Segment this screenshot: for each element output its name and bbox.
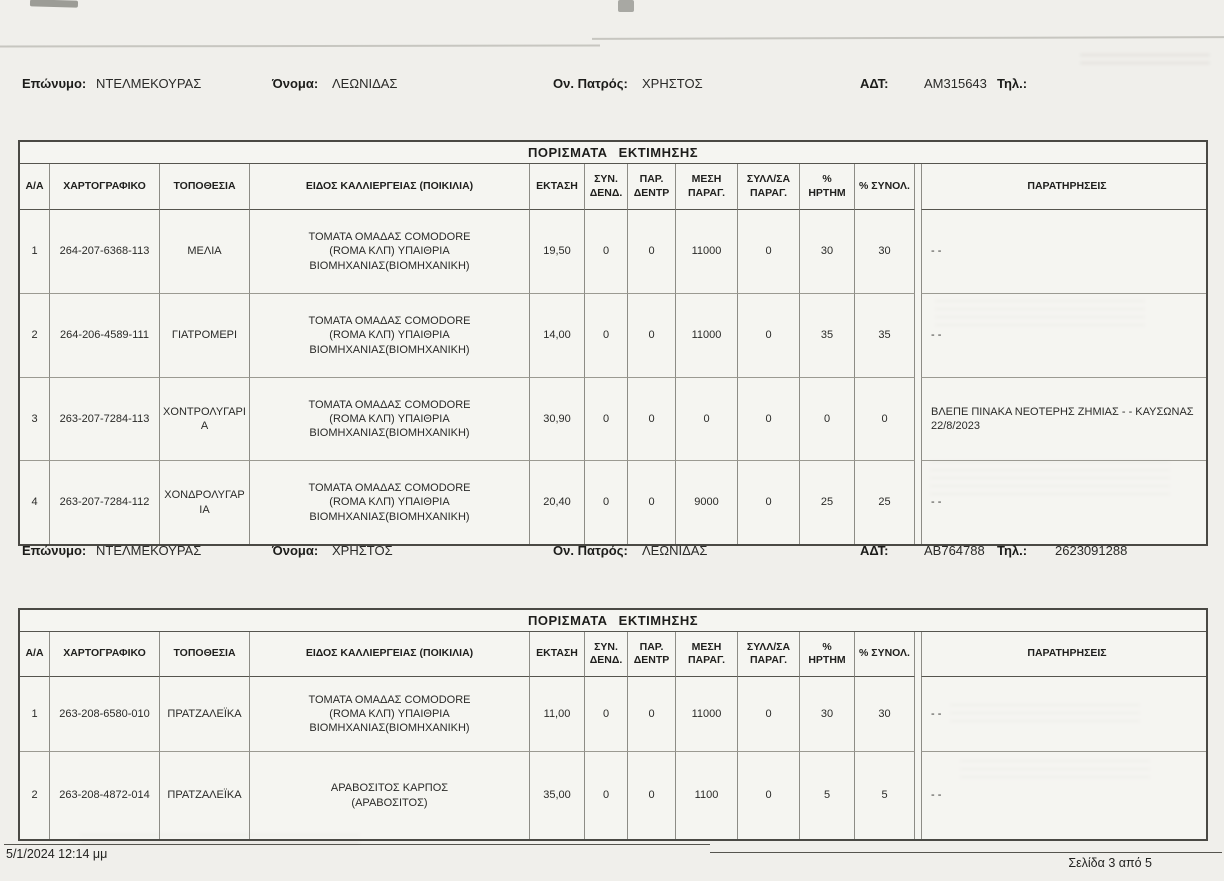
table-cell [800,677,855,752]
table-cell [738,677,800,752]
observations-cell [921,461,1206,544]
cell-text: 0 [648,412,655,425]
findings-table [18,608,1208,841]
scan-artifact [30,0,78,8]
table-cell [800,378,855,461]
cell-text: ΓΙΑΤΡΟΜΕΡΙ [171,329,238,342]
phone-label: Τηλ.: [997,543,1028,558]
table-row [20,677,1206,752]
id_card-value: AB764788 [924,543,985,558]
table-cell [530,210,585,294]
cell-text: 0 [648,245,655,258]
cell-text: 2 [31,789,38,802]
table-cell [530,677,585,752]
cell-text: 30 [878,245,891,258]
father_name-value: ΧΡΗΣΤΟΣ [642,76,703,91]
father_name-label: Ον. Πατρός: [553,543,628,558]
table-cell [855,752,915,839]
cell-text: 35 [878,329,891,342]
table-row [20,378,1206,461]
observations-cell [921,752,1206,839]
table-cell [738,294,800,378]
table-cell [855,378,915,461]
cell-text: ΧΟΝΤΡΟΛΥΓΑΡΙΑ [163,405,246,432]
table-header-row [20,164,1206,210]
observations-cell [921,378,1206,461]
cell-text: ΠΡΑΤΖΑΛΕΪΚΑ [167,707,242,720]
cell-text: ΤΟΜΑΤΑ ΟΜΑΔΑΣ COMODORE (ROMA ΚΛΠ) ΥΠΑΙΘΡΙΑ ΒΙΟΜΗΧΑΝΙΑΣ(ΒΙΟΜΗΧΑΝΙΚΗ) [308,693,471,735]
table-title: ΠΟΡΙΣΜΑΤΑ ΕΚΤΙΜΗΣΗΣ [527,613,699,628]
column-header: ΧΑΡΤΟΓΡΑΦΙΚΟ [50,164,160,210]
table-cell [50,378,160,461]
table-cell [676,752,738,839]
cell-text: 0 [602,707,610,720]
table-cell [160,294,250,378]
table-cell [855,461,915,544]
table-cell [160,677,250,752]
table-title: ΠΟΡΙΣΜΑΤΑ ΕΚΤΙΜΗΣΗΣ [527,145,699,160]
cell-text: ΧΟΝΔΡΟΛΥΓΑΡΙΑ [164,489,245,516]
cell-text: 9000 [694,496,719,509]
table-cell [676,294,738,378]
table-cell [50,210,160,294]
column-header: ΣΥΛΛ/ΣΑ ΠΑΡΑΓ. [738,632,800,677]
table-cell [530,461,585,544]
column-header: ΤΟΠΟΘΕΣΙΑ [160,632,250,677]
cell-text: 1 [31,707,38,720]
cell-text: 263-208-6580-010 [59,707,150,720]
first_name-label: Όνομα: [272,543,319,558]
cell-text: ΤΟΜΑΤΑ ΟΜΑΔΑΣ COMODORE (ROMA ΚΛΠ) ΥΠΑΙΘΡΙΑ ΒΙΟΜΗΧΑΝΙΑΣ(ΒΙΟΜΗΧΑΝΙΚΗ) [308,398,471,440]
column-header: ΣΥΝ. ΔΕΝΔ. [585,632,628,677]
table-cell [628,752,676,839]
cell-text: 0 [765,496,772,509]
phone-value: 2623091288 [1055,543,1128,558]
cell-text: - - [931,329,942,342]
cell-text: 14,00 [543,329,571,342]
cell-text: 0 [648,496,655,509]
first_name-value: ΧΡΗΣΤΟΣ [332,543,393,558]
cell-text: 264-207-6368-113 [59,245,150,258]
cell-text: 0 [765,707,772,720]
table-cell [628,210,676,294]
id_card-value: AM315643 [924,76,987,91]
cell-text: 30 [820,245,834,258]
table-cell [585,752,628,839]
column-header: ΜΕΣΗ ΠΑΡΑΓ. [676,632,738,677]
cell-text: 0 [765,412,772,425]
table-cell [800,752,855,839]
cell-text: 0 [602,496,610,509]
phone-label: Τηλ.: [997,76,1028,91]
column-header: ΧΑΡΤΟΓΡΑΦΙΚΟ [50,632,160,677]
cell-text: 11,00 [543,707,571,720]
table-row [20,294,1206,378]
cell-text: 0 [823,412,831,425]
table-cell [530,378,585,461]
cell-text: - - [931,245,942,258]
cell-text: 30,90 [543,412,571,425]
table-cell [676,461,738,544]
cell-text: 263-207-7284-113 [59,412,150,425]
cell-text: 25 [878,496,891,509]
column-header: Α/Α [20,632,50,677]
scan-edge-line [592,36,1224,40]
table-cell [20,210,50,294]
cell-text: 0 [881,412,888,425]
table-cell [250,210,530,294]
cell-text: 1 [31,245,38,258]
person-header [0,543,1224,565]
cell-text: 35,00 [543,789,571,802]
table-cell [585,677,628,752]
column-header: ΕΙΔΟΣ ΚΑΛΛΙΕΡΓΕΙΑΣ (ΠΟΙΚΙΛΙΑ) [250,164,530,210]
cell-text: 4 [31,496,38,509]
column-header: ΠΑΡΑΤΗΡΗΣΕΙΣ [921,632,1206,677]
table-cell [530,752,585,839]
column-header: ΠΑΡΑΤΗΡΗΣΕΙΣ [921,164,1206,210]
table-cell [676,378,738,461]
cell-text: 0 [765,245,772,258]
surname-label: Επώνυμο: [22,76,87,91]
scan-artifact [618,0,634,12]
column-header: ΜΕΣΗ ΠΑΡΑΓ. [676,164,738,210]
cell-text: ΠΡΑΤΖΑΛΕΪΚΑ [167,789,242,802]
cell-text: - - [931,496,942,509]
cell-text: 0 [602,245,610,258]
cell-text: 0 [765,789,772,802]
table-cell [585,461,628,544]
column-header: ΤΟΠΟΘΕΣΙΑ [160,164,250,210]
table-cell [20,461,50,544]
table-cell [855,210,915,294]
assessment-section [0,543,1224,841]
table-cell [676,210,738,294]
cell-text: ΑΡΑΒΟΣΙΤΟΣ ΚΑΡΠΟΣ (ΑΡΑΒΟΣΙΤΟΣ) [330,782,449,809]
cell-text: 35 [820,329,834,342]
scan-edge-line [0,44,600,47]
cell-text: - - [931,707,942,720]
page-number: Σελίδα 3 από 5 [1068,856,1152,870]
column-header: ΣΥΝ. ΔΕΝΔ. [585,164,628,210]
table-cell [800,294,855,378]
cell-text: - - [931,789,942,802]
table-cell [20,294,50,378]
first_name-label: Όνομα: [272,76,319,91]
column-header: Α/Α [20,164,50,210]
cell-text: 263-207-7284-112 [59,496,150,509]
cell-text: 11000 [691,707,722,720]
table-cell [250,378,530,461]
cell-text: 30 [820,707,834,720]
table-cell [250,294,530,378]
table-cell [855,677,915,752]
column-header: ΠΑΡ. ΔΕΝΤΡ [628,164,676,210]
table-cell [585,294,628,378]
table-cell [160,210,250,294]
column-header: ΕΚΤΑΣΗ [530,632,585,677]
table-cell [628,294,676,378]
surname-label: Επώνυμο: [22,543,87,558]
table-title-row [20,610,1206,632]
cell-text: 11000 [691,245,722,258]
cell-text: 2 [31,329,38,342]
cell-text: 25 [820,496,834,509]
cell-text: 30 [878,707,891,720]
scan-bleedthrough [1080,52,1210,64]
first_name-value: ΛΕΩΝΙΔΑΣ [332,76,398,91]
table-cell [628,461,676,544]
observations-cell [921,294,1206,378]
table-row [20,752,1206,839]
cell-text: 264-206-4589-111 [60,329,149,342]
cell-text: 0 [602,329,610,342]
cell-text: ΤΟΜΑΤΑ ΟΜΑΔΑΣ COMODORE (ROMA ΚΛΠ) ΥΠΑΙΘΡΙΑ ΒΙΟΜΗΧΑΝΙΑΣ(ΒΙΟΜΗΧΑΝΙΚΗ) [308,482,471,523]
table-cell [250,461,530,544]
table-cell [250,677,530,752]
cell-text: 0 [602,412,610,425]
observations-cell [921,677,1206,752]
table-cell [250,752,530,839]
table-cell [50,294,160,378]
cell-text: 5 [881,789,888,802]
table-cell [800,210,855,294]
column-header: % ΗΡΤΗΜ [800,164,855,210]
cell-text: 263-208-4872-014 [59,789,150,802]
id_card-label: ΑΔΤ: [860,543,889,558]
table-cell [160,752,250,839]
table-cell [676,677,738,752]
print-timestamp: 5/1/2024 12:14 μμ [6,847,108,861]
column-header: % ΗΡΤΗΜ [800,632,855,677]
table-cell [585,210,628,294]
table-cell [855,294,915,378]
table-cell [160,378,250,461]
id_card-label: ΑΔΤ: [860,76,889,91]
table-cell [160,461,250,544]
table-row [20,461,1206,544]
table-header-row [20,632,1206,677]
column-header: ΣΥΛΛ/ΣΑ ΠΑΡΑΓ. [738,164,800,210]
cell-text: ΤΟΜΑΤΑ ΟΜΑΔΑΣ COMODORE (ROMA ΚΛΠ) ΥΠΑΙΘΡΙΑ ΒΙΟΜΗΧΑΝΙΑΣ(ΒΙΟΜΗΧΑΝΙΚΗ) [308,231,471,272]
table-cell [20,677,50,752]
cell-text: 0 [765,329,772,342]
person-header [0,76,1224,98]
table-cell [800,461,855,544]
table-cell [738,378,800,461]
table-cell [20,752,50,839]
observations-cell [921,210,1206,294]
table-cell [628,677,676,752]
column-header: ΕΚΤΑΣΗ [530,164,585,210]
cell-text: 19,50 [543,245,571,258]
table-cell [738,461,800,544]
cell-text: 0 [602,789,610,802]
column-header: ΠΑΡ. ΔΕΝΤΡ [628,632,676,677]
table-cell [50,461,160,544]
father_name-label: Ον. Πατρός: [553,76,628,91]
table-cell [585,378,628,461]
cell-text: 5 [823,789,831,802]
footer-rule-left [4,844,710,845]
table-cell [628,378,676,461]
table-row [20,210,1206,294]
footer-rule-right [710,852,1222,853]
cell-text: 20,40 [543,496,571,509]
table-cell [738,210,800,294]
table-cell [50,677,160,752]
cell-text: 3 [31,412,38,425]
assessment-section [0,76,1224,546]
cell-text: 1100 [694,789,719,802]
father_name-value: ΛΕΩΝΙΔΑΣ [642,543,708,558]
surname-value: ΝΤΕΛΜΕΚΟΥΡΑΣ [96,543,202,558]
table-cell [530,294,585,378]
table-title-row [20,142,1206,164]
cell-text: 0 [703,412,710,425]
table-cell [738,752,800,839]
table-cell [50,752,160,839]
cell-text: 0 [648,329,655,342]
column-header: ΕΙΔΟΣ ΚΑΛΛΙΕΡΓΕΙΑΣ (ΠΟΙΚΙΛΙΑ) [250,632,530,677]
surname-value: ΝΤΕΛΜΕΚΟΥΡΑΣ [96,76,202,91]
column-header: % ΣΥΝΟΛ. [855,164,915,210]
cell-text: ΜΕΛΙΑ [187,245,222,258]
cell-text: ΒΛΕΠΕ ΠΙΝΑΚΑ ΝΕΟΤΕΡΗΣ ΖΗΜΙΑΣ - - ΚΑΥΣΩΝΑΣ 22/8/2023 [931,405,1194,432]
cell-text: 0 [648,707,655,720]
cell-text: 0 [648,789,655,802]
findings-table [18,140,1208,546]
cell-text: ΤΟΜΑΤΑ ΟΜΑΔΑΣ COMODORE (ROMA ΚΛΠ) ΥΠΑΙΘΡΙΑ ΒΙΟΜΗΧΑΝΙΑΣ(ΒΙΟΜΗΧΑΝΙΚΗ) [308,315,471,356]
column-header: % ΣΥΝΟΛ. [855,632,915,677]
table-cell [20,378,50,461]
cell-text: 11000 [691,329,722,342]
